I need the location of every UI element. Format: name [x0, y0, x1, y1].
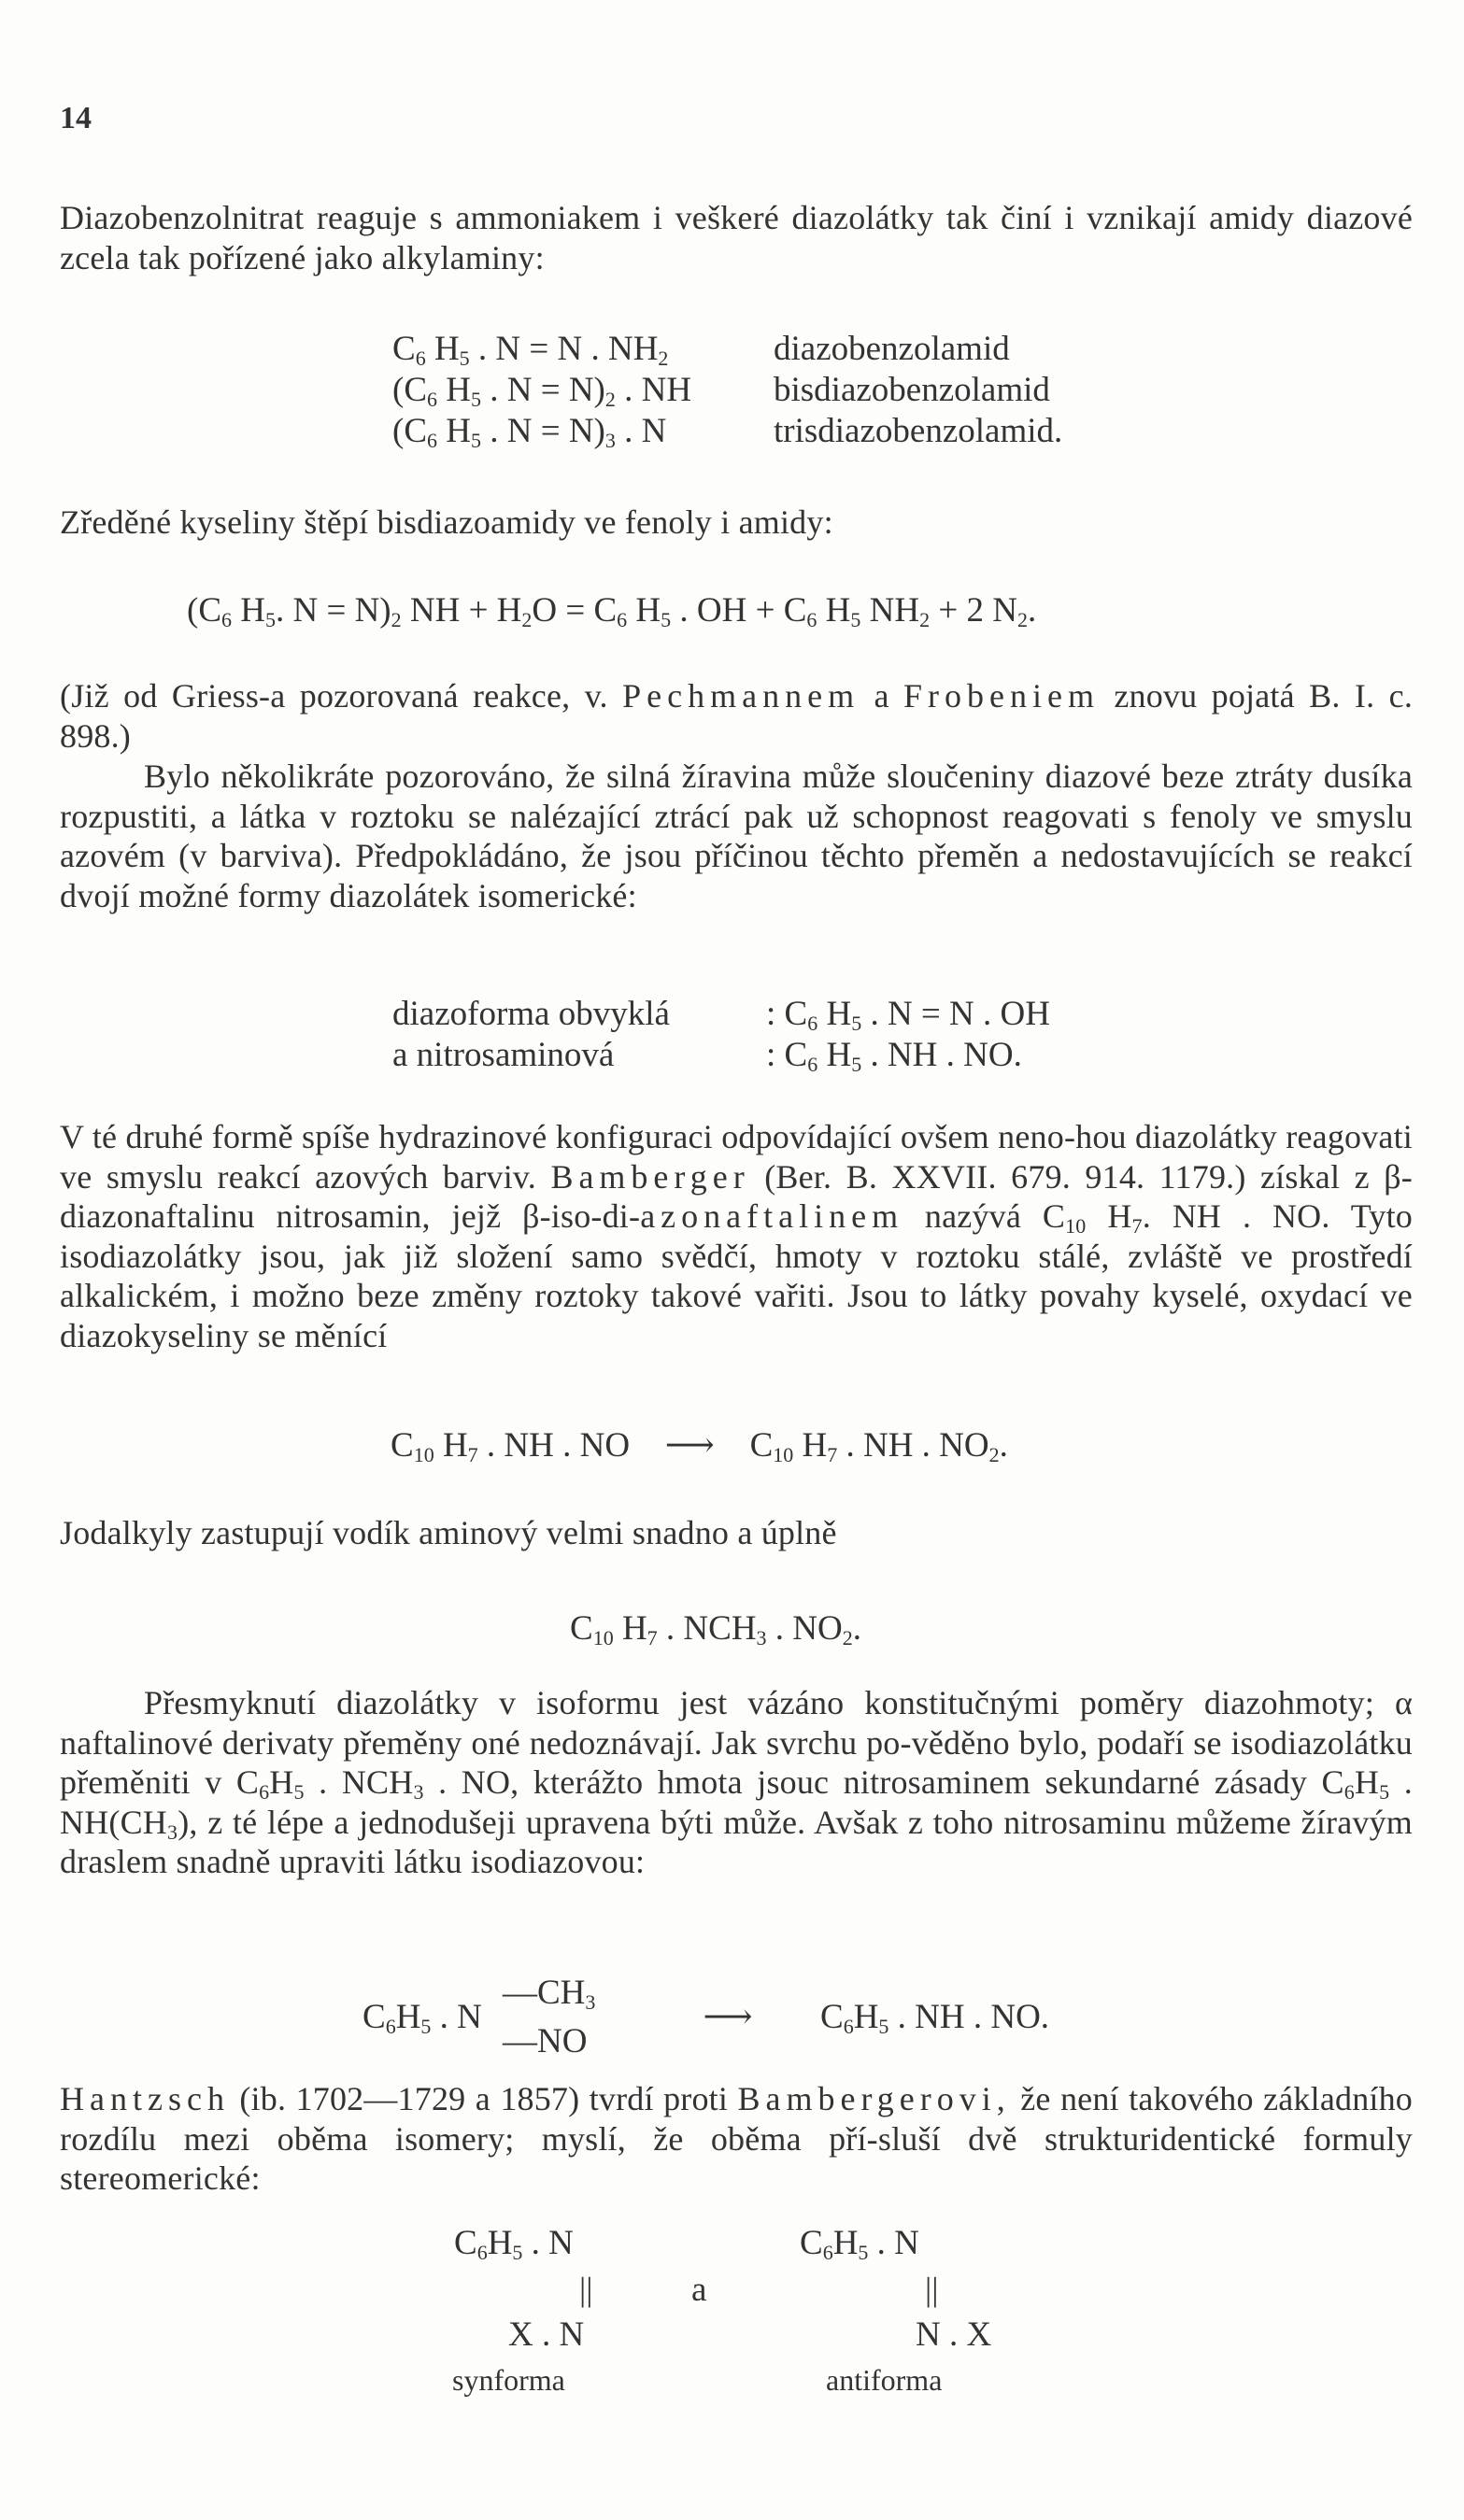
isomeric-forms	[392, 994, 1050, 1076]
antiforma-top: $C_6H_5$ . N	[800, 2224, 919, 2264]
amide-name: diazobenzolamid	[774, 330, 1010, 368]
arrow-icon: ⟶	[703, 1998, 753, 2036]
stereo-formulas	[0, 2223, 1464, 2485]
amide-name: trisdiazobenzolamid.	[774, 412, 1063, 450]
paragraph-zredene-kyseliny: Zředěné kyseliny štěpí bisdiazoamidy ve fenoly i amidy:	[60, 503, 833, 541]
paragraph-jodalkyly: Jodalkyly zastupují vodík aminový velmi snadno a úplně	[60, 1514, 837, 1551]
arrow-icon: ⟶	[664, 1426, 715, 1465]
paragraph-griess: (Již od Griess-a pozorovaná reakce, v. Pechmannem a Frobeniem znovu pojatá B. I. c. 898.)	[60, 677, 1414, 755]
amide-row: ($C_6$ $H_5$ . $N = N)_2$ . NH bisdiazobenzolamid	[392, 370, 1062, 411]
page-number: 14	[60, 101, 92, 135]
paragraph-bylo-pozorovano: Bylo několikráte pozorováno, že silná žíravina může sloučeniny diazové beze ztráty dusíka rozpustiti, a látka v roztoku se nalézající ztrácí pak už schopnost reagovati s fenoly ve smyslu azovém (v barviva). Předpokládáno, že jsou příčinou těchto přeměn a nedostavujících se reakcí dvojí možné formy diazolátek isomerické:	[60, 757, 1413, 914]
form-diazo: diazoforma obvyklá : $C_6$ $H_5$ . N = N . OH	[392, 995, 1050, 1035]
antiforma-label: antiforma	[826, 2363, 943, 2397]
amide-name: bisdiazobenzolamid	[774, 371, 1050, 409]
synforma-double-bond: ||	[579, 2271, 593, 2308]
paragraph-hantzsch: Hantzsch (ib. 1702—1729 a 1857) tvrdí proti Bambergerovi, že není takového základního rozdílu mezi oběma isomery; myslí, že oběma pří-sluší dvě strukturidentické formuly stereomerické:	[60, 2080, 1414, 2197]
form-nitrosamine: a nitrosaminová : $C_6$ $H_5$ . NH . NO.	[392, 1036, 1022, 1076]
synforma-label: synforma	[452, 2363, 565, 2397]
equation-oxidation: $C_{10}$ $H_7$ . NH . NO ⟶ $C_{10}$ $H_7$ . NH . $NO_2$.	[391, 1426, 1008, 1466]
antiforma-bottom: N . X	[916, 2315, 992, 2354]
paragraph-presmyknuti: Přesmyknutí diazolátky v isoformu jest vázáno konstitučnými poměry diazohmoty; α naftalinové derivaty přeměny oné nedoznávají. Jak svrchu po-věděno bylo, podaří se isodiazolátku přeměniti v $C_6H_5$ . $NCH_3$ . NO, kterážto hmota jsouc nitrosaminem sekundarné zásady $C_6H_5$ . $NH(CH_3)$, z té lépe a jednodušeji upravena býti může. Avšak z toho nitrosaminu můžeme žíravým draslem snadně upraviti látku isodiazovou:	[60, 1684, 1413, 1880]
antiforma-double-bond: ||	[925, 2271, 939, 2308]
connector-a: a	[691, 2271, 707, 2309]
synforma-top: $C_6H_5$ . N	[454, 2224, 574, 2264]
amide-row: ($C_6$ $H_5$ . $N = N)_3$ . N trisdiazobenzolamid.	[392, 412, 1063, 452]
paragraph-druha-forma: V té druhé formě spíše hydrazinové konfiguraci odpovídající ovšem neno-hou diazolátky reagovati ve smyslu reakcí azových barviv. Bamberger (Ber. B. XXVII. 679. 914. 1179.) získal z β-diazonaftalinu nitrosamin, jejž β-iso-di-azonaftalinem nazývá $C_{10}$ $H_7$. NH . NO. Tyto isodiazolátky jsou, jak již složení samo svědčí, hmoty v roztoku stálé, zvláště ve prostředí alkalickém, i možno beze změny roztoky takové vařiti. Jsou to látky povahy kyselé, oxydací ve diazokyseliny se měnící	[60, 1118, 1413, 1354]
equation-hydrolysis: ($C_6$ $H_5$. $N = N)_2$ NH + $H_2O = C_6$ $H_5$ . OH + $C_6$ $H_5$ $NH_2 + 2$ $N_2$.	[187, 591, 1037, 631]
amide-row: $C_6$ $H_5$ . N = N . $NH_2$ diazobenzolamid	[392, 329, 1062, 370]
equation-methyl: $C_{10}$ $H_7$ . $NCH_3$ . $NO_2$.	[570, 1609, 861, 1649]
amides-table	[392, 329, 1062, 452]
synforma-bottom: X . N	[508, 2315, 585, 2354]
paragraph-diazobenzolnitrat: Diazobenzolnitrat reaguje s ammoniakem i veškeré diazolátky tak činí i vznikají amidy diazové zcela tak pořízené jako alkylaminy:	[60, 199, 1413, 276]
